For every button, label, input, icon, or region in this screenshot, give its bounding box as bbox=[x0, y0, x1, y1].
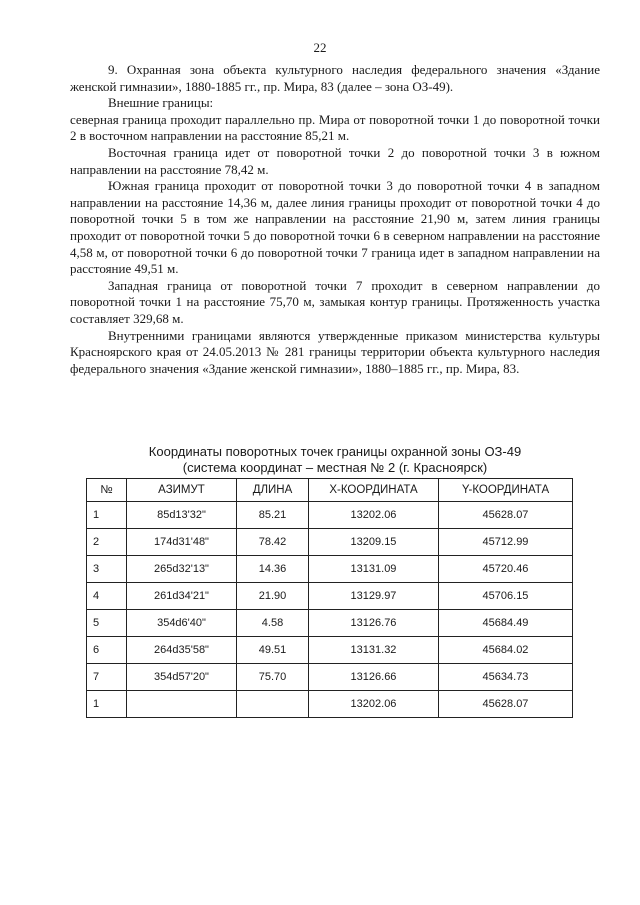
length-cell-empty bbox=[237, 691, 309, 718]
point-number: 5 bbox=[87, 610, 127, 637]
paragraph-south-border: Южная граница проходит от поворотной точки 3 до поворотной точки 4 в западном направлении на расстояние 14,36 м, далее линия границы проходит от поворотной точки 4 до поворотной точки 5 в том же направлении на расстояние 21,90 м, затем линия границы проходит от поворотной точки 5 до поворотной точки 6 в северном направлении на расстояние 4,58 м, от поворотной точки 6 до поворотной точки 7 граница идет в западном направлении на расстояние 49,51 м. bbox=[70, 178, 600, 277]
azimuth-cell: 354d6'40" bbox=[127, 610, 237, 637]
azimuth-cell-empty bbox=[127, 691, 237, 718]
y-coordinate-cell: 45706.15 bbox=[439, 583, 573, 610]
y-coordinate-cell: 45684.49 bbox=[439, 610, 573, 637]
header-y-coordinate: Y-КООРДИНАТА bbox=[439, 479, 573, 502]
point-number: 7 bbox=[87, 664, 127, 691]
x-coordinate-cell: 13129.97 bbox=[309, 583, 439, 610]
x-coordinate-cell: 13202.06 bbox=[309, 502, 439, 529]
length-cell: 85.21 bbox=[237, 502, 309, 529]
paragraph-west-border: Западная граница от поворотной точки 7 проходит в северном направлении до поворотной точки 1 на расстояние 75,70 м, замыкая контур границы. Протяженность участка составляет 329,68 м. bbox=[70, 277, 600, 326]
document-body bbox=[70, 62, 600, 377]
table-row bbox=[87, 529, 573, 556]
length-cell: 78.42 bbox=[237, 529, 309, 556]
y-coordinate-cell: 45712.99 bbox=[439, 529, 573, 556]
length-cell: 4.58 bbox=[237, 610, 309, 637]
table-row bbox=[87, 637, 573, 664]
table-caption-coordinate-system: (система координат – местная № 2 (г. Красноярск) bbox=[182, 460, 488, 475]
table-row bbox=[87, 556, 573, 583]
length-cell: 14.36 bbox=[237, 556, 309, 583]
table-row bbox=[87, 610, 573, 637]
azimuth-cell: 265d32'13" bbox=[127, 556, 237, 583]
azimuth-cell: 354d57'20" bbox=[127, 664, 237, 691]
y-coordinate-cell: 45628.07 bbox=[439, 691, 573, 718]
length-cell: 49.51 bbox=[237, 637, 309, 664]
header-azimuth: АЗИМУТ bbox=[127, 479, 237, 502]
point-number: 3 bbox=[87, 556, 127, 583]
length-cell: 21.90 bbox=[237, 583, 309, 610]
point-number: 1 bbox=[87, 691, 127, 718]
length-cell: 75.70 bbox=[237, 664, 309, 691]
page-number: 22 bbox=[313, 40, 327, 55]
azimuth-cell: 174d31'48" bbox=[127, 529, 237, 556]
y-coordinate-cell: 45628.07 bbox=[439, 502, 573, 529]
y-coordinate-cell: 45634.73 bbox=[439, 664, 573, 691]
table-caption: Координаты поворотных точек границы охранной зоны ОЗ-49 bbox=[148, 444, 522, 459]
x-coordinate-cell: 13126.66 bbox=[309, 664, 439, 691]
y-coordinate-cell: 45720.46 bbox=[439, 556, 573, 583]
table-row bbox=[87, 583, 573, 610]
azimuth-cell: 264d35'58" bbox=[127, 637, 237, 664]
point-number: 4 bbox=[87, 583, 127, 610]
x-coordinate-cell: 13131.32 bbox=[309, 637, 439, 664]
table-row bbox=[87, 502, 573, 529]
x-coordinate-cell: 13202.06 bbox=[309, 691, 439, 718]
table-row bbox=[87, 664, 573, 691]
header-number: № bbox=[87, 479, 127, 502]
paragraph-zone-title: 9. Охранная зона объекта культурного наследия федерального значения «Здание женской гимназии», 1880-1885 гг., пр. Мира, 83 (далее – зона ОЗ-49). bbox=[70, 62, 600, 94]
coordinates-table bbox=[86, 478, 573, 718]
paragraph-east-border: Восточная граница идет от поворотной точки 2 до поворотной точки 3 в южном направлении на расстояние 78,42 м. bbox=[70, 144, 600, 177]
table-row bbox=[87, 691, 573, 718]
azimuth-cell: 261d34'21" bbox=[127, 583, 237, 610]
point-number: 1 bbox=[87, 502, 127, 529]
x-coordinate-cell: 13126.76 bbox=[309, 610, 439, 637]
point-number: 2 bbox=[87, 529, 127, 556]
x-coordinate-cell: 13209.15 bbox=[309, 529, 439, 556]
x-coordinate-cell: 13131.09 bbox=[309, 556, 439, 583]
header-length: ДЛИНА bbox=[237, 479, 309, 502]
paragraph-inner-borders: Внутренними границами являются утвержденные приказом министерства культуры Красноярского края от 24.05.2013 № 281 границы территории объекта культурного наследия федерального значения «Здание женской гимназии», 1880–1885 гг., пр. Мира, 83. bbox=[70, 327, 600, 376]
point-number: 6 bbox=[87, 637, 127, 664]
paragraph-north-border: северная граница проходит параллельно пр. Мира от поворотной точки 1 до поворотной точки 2 в восточном направлении на расстояние 85,21 м. bbox=[70, 111, 600, 144]
table-header-row bbox=[87, 479, 573, 502]
header-x-coordinate: X-КООРДИНАТА bbox=[309, 479, 439, 502]
azimuth-cell: 85d13'32" bbox=[127, 502, 237, 529]
paragraph-outer-borders-heading: Внешние границы: bbox=[108, 95, 214, 111]
y-coordinate-cell: 45684.02 bbox=[439, 637, 573, 664]
